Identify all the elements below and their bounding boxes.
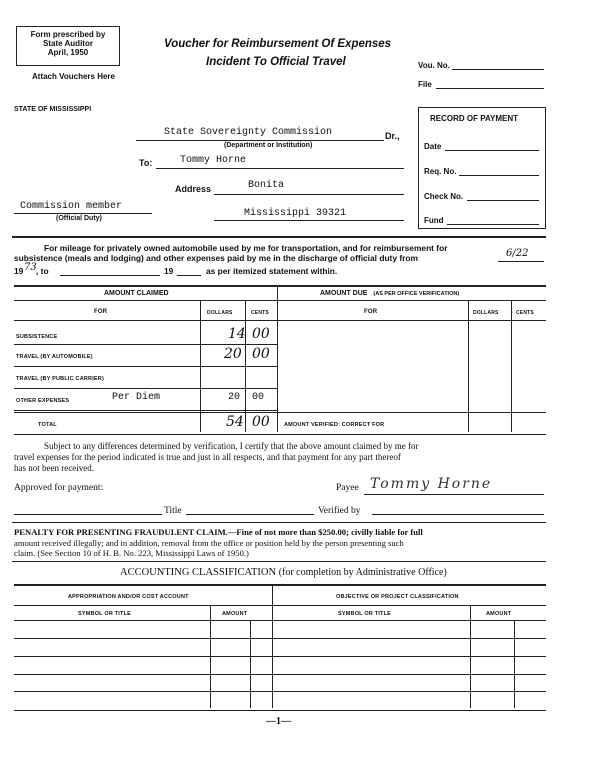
record-req-field[interactable] <box>459 175 539 176</box>
claimed-row-rule <box>14 344 278 345</box>
penalty-line1: PENALTY FOR PRESENTING FRAUDULENT CLAIM.—Fine of not more than $250.00; civilly liable for full <box>14 527 423 537</box>
claimed-row <box>16 368 278 386</box>
appropriation-header: APPROPRIATION AND/OR COST ACCOUNT <box>68 594 189 600</box>
claimed-row-dollars: 54 <box>226 414 244 430</box>
address-label: Address <box>175 184 212 194</box>
amount-header-rule <box>14 300 546 301</box>
statement-line1: For mileage for privately owned automobile used by me for transportation, and for reimbursement for <box>44 243 448 253</box>
accounting-header-rule <box>14 605 546 606</box>
accounting-row-rule <box>14 638 546 639</box>
section-divider-2 <box>12 522 546 523</box>
accounting-title-row <box>120 567 447 578</box>
dr-label: Dr., <box>385 131 400 141</box>
statement-line2: subsistence (meals and lodging) and other expenses paid by me in the discharge of official duty from <box>14 253 418 263</box>
approved-signature-line[interactable] <box>14 514 162 515</box>
vou-no-field[interactable] <box>452 69 544 70</box>
approved-label: Approved for payment: <box>14 483 104 493</box>
claimed-row-detail: Per Diem <box>112 392 161 403</box>
accounting-left-cents-divider <box>250 620 251 708</box>
state-label: STATE OF MISSISSIPPI <box>14 106 92 113</box>
record-check-label: Check No. <box>424 192 464 201</box>
verified-by-line[interactable] <box>372 514 544 515</box>
file-label: File <box>418 80 432 89</box>
objective-header: OBJECTIVE OR PROJECT CLASSIFICATION <box>336 594 459 600</box>
file-field[interactable] <box>436 88 544 89</box>
payee-label: Payee <box>336 483 359 493</box>
certification-line2: travel expenses for the period indicated is true and just in all respects, and that payment for any part thereof <box>14 452 401 462</box>
section-divider-1 <box>12 236 546 238</box>
claimed-row-dollars: 20 <box>224 346 242 362</box>
amount-col-header-rule <box>14 320 546 321</box>
claimed-col-for: FOR <box>94 309 108 315</box>
title-label: Title <box>164 506 182 516</box>
accounting-row-rule <box>14 656 546 657</box>
record-of-payment-box <box>418 107 546 229</box>
record-check-field[interactable] <box>467 200 539 201</box>
statement-from-line <box>498 261 544 262</box>
prescribed-line2: State Auditor <box>43 39 93 48</box>
department-caption: (Department or Institution) <box>224 142 313 149</box>
record-title: RECORD OF PAYMENT <box>430 114 519 123</box>
address-line1-rule <box>214 194 404 195</box>
claimed-row-dollars: 20 <box>228 392 241 403</box>
left-symbol-header: SYMBOL OR TITLE <box>78 611 132 617</box>
claimed-row-cents: 00 <box>252 392 265 403</box>
right-amount-header: AMOUNT <box>486 611 512 617</box>
page-number: —1— <box>266 716 291 727</box>
record-fund-field[interactable] <box>447 224 539 225</box>
claimed-row-cents: 00 <box>252 414 270 430</box>
accounting-middle-divider <box>272 584 273 708</box>
claimed-row <box>16 390 278 408</box>
left-amount-header: AMOUNT <box>222 611 248 617</box>
department-value: State Sovereignty Commission <box>164 127 333 138</box>
record-date-label: Date <box>424 142 442 151</box>
accounting-col-rule <box>14 620 546 621</box>
accounting-title: ACCOUNTING CLASSIFICATION <box>120 567 277 578</box>
certification-text <box>14 441 546 474</box>
prescribed-line3: April, 1950 <box>47 48 89 57</box>
attach-vouchers-label: Attach Vouchers Here <box>32 72 115 81</box>
statement-to-line[interactable] <box>60 275 160 276</box>
penalty-line3: claim. (See Section 10 of H. B. No. 223, Mississippi Laws of 1950.) <box>14 548 249 558</box>
section-divider-3 <box>12 561 546 562</box>
address-line2-rule <box>214 220 404 221</box>
claimed-row <box>16 346 278 364</box>
department-line <box>136 140 384 141</box>
statement-year-prefix: 19 <box>14 266 24 276</box>
statement-suffix: as per itemized statement within. <box>206 266 338 276</box>
total-row-rule <box>14 412 546 413</box>
amount-claimed-header: AMOUNT CLAIMED <box>104 290 169 297</box>
accounting-row-rule <box>14 674 546 675</box>
payee-name: Tommy Horne <box>180 155 247 166</box>
due-col-cents: CENTS <box>516 310 534 316</box>
claimed-row-label: OTHER EXPENSES <box>16 398 70 404</box>
form-title: Voucher for Reimbursement Of Expenses <box>164 38 392 50</box>
claimed-row-cents: 00 <box>252 346 270 362</box>
claimed-col-cents: CENTS <box>251 310 269 316</box>
form-subtitle: Incident To Official Travel <box>206 56 346 68</box>
claimed-row-rule <box>14 388 278 389</box>
record-req-label: Req. No. <box>424 167 457 176</box>
amount-due-title: AMOUNT DUE <box>320 290 368 297</box>
amount-due-note: (AS PER OFFICE VERIFICATION) <box>373 291 460 297</box>
claimed-row-rule <box>14 366 278 367</box>
due-col-dollars: DOLLARS <box>473 310 499 316</box>
claimed-row <box>16 326 278 344</box>
vou-no-label: Vou. No. <box>418 61 450 70</box>
to-label: To: <box>139 158 153 168</box>
payee-signature: Tommy Horne <box>370 476 493 492</box>
claimed-row-label: TRAVEL (BY AUTOMOBILE) <box>16 354 93 360</box>
payee-name-line <box>156 168 404 169</box>
official-duty-line <box>14 213 152 214</box>
claimed-row-cents: 00 <box>252 326 270 342</box>
verified-by-label: Verified by <box>318 506 361 516</box>
right-symbol-header: SYMBOL OR TITLE <box>338 611 392 617</box>
title-line[interactable] <box>186 514 314 515</box>
claimed-row-total <box>16 414 278 432</box>
address-line2: Mississippi 39321 <box>244 208 347 219</box>
amount-due-header <box>320 290 459 297</box>
record-date-field[interactable] <box>445 150 539 151</box>
statement-year2-line[interactable] <box>177 275 201 276</box>
penalty-text <box>14 527 546 559</box>
certification-line3: has not been received. <box>14 463 94 473</box>
accounting-right-cents-divider <box>514 620 515 708</box>
amount-verified-label: AMOUNT VERIFIED: CORRECT FOR <box>284 422 385 428</box>
claimed-col-dollars: DOLLARS <box>207 310 233 316</box>
address-line1: Bonita <box>248 180 285 191</box>
statement-from-date: 6/22 <box>506 248 529 259</box>
record-fund-label: Fund <box>424 216 444 225</box>
claimed-row-dollars: 14 <box>228 326 246 342</box>
penalty-line2: amount received illegally; and in addition, removal from the office or position held by the person presenting such <box>14 537 404 548</box>
statement-year-prefix2: 19 <box>164 266 174 276</box>
prescribed-box <box>16 26 120 66</box>
claimed-row-label: TRAVEL (BY PUBLIC CARRIER) <box>16 376 105 382</box>
claimed-row-label: TOTAL <box>38 422 57 428</box>
payee-signature-line[interactable] <box>364 494 544 495</box>
prescribed-line1: Form prescribed by <box>30 30 106 39</box>
accounting-subtitle: (for completion by Administrative Office) <box>278 567 447 578</box>
claimed-row-rule <box>14 410 278 411</box>
official-duty-value: Commission member <box>20 201 123 212</box>
statement-to-label: , to <box>36 266 49 276</box>
claimed-row-label: SUBSISTENCE <box>16 334 58 340</box>
accounting-row-rule <box>14 691 546 692</box>
official-duty-caption: (Official Duty) <box>56 215 102 222</box>
due-col-for: FOR <box>364 309 378 315</box>
certification-line1: Subject to any differences determined by verification, I certify that the above amount claimed by me for <box>44 441 419 451</box>
statement-year: 73 <box>24 262 37 273</box>
